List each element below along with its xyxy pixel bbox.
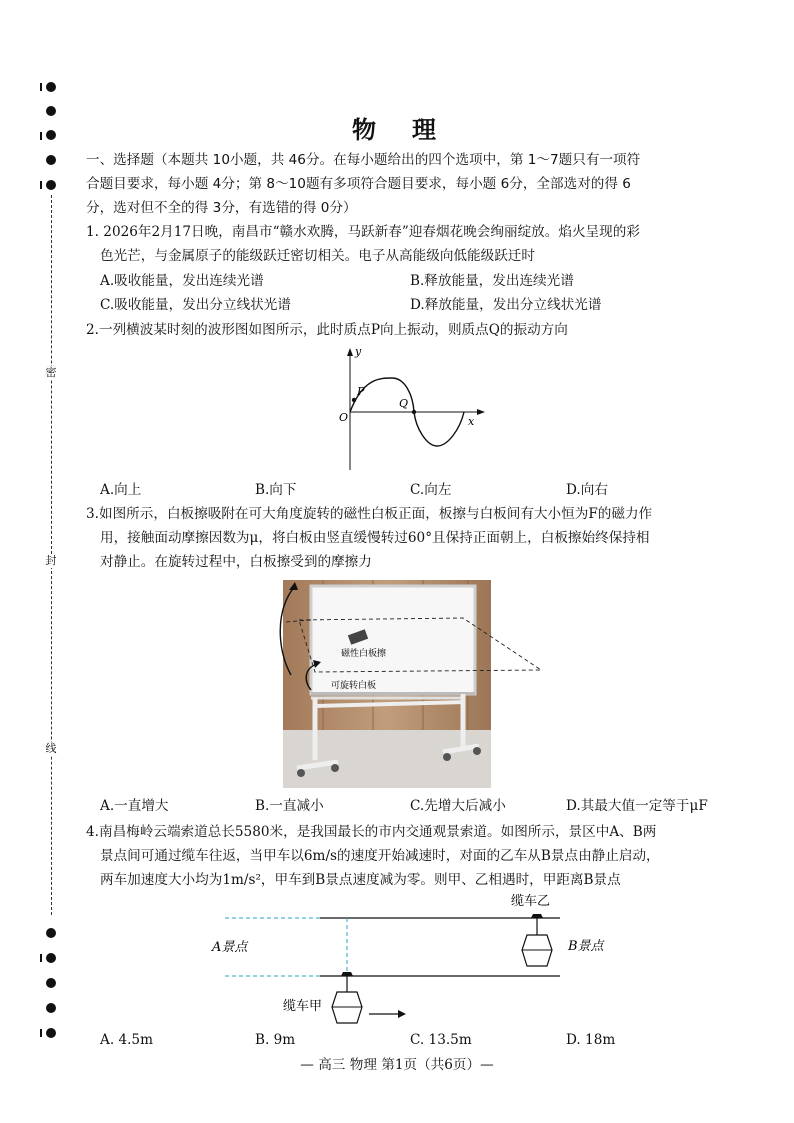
q1-option-d[interactable]: D.释放能量，发出分立线状光谱 (410, 297, 602, 313)
binding-hole (46, 180, 56, 190)
q4-option-c[interactable]: C. 13.5m (410, 1032, 472, 1048)
board-label: 可旋转白板 (331, 681, 377, 691)
y-axis-arrow (347, 348, 353, 356)
q4-cable-car-figure (212, 890, 625, 1030)
x-axis-arrow (477, 409, 485, 415)
binding-hole (46, 953, 56, 963)
binding-hole (46, 1003, 56, 1013)
point-a-label: A景点 (212, 940, 248, 955)
q3-option-d[interactable]: D.其最大值一定等于μF (566, 798, 708, 814)
q4-option-d[interactable]: D. 18m (566, 1032, 616, 1048)
q3-stem-line: 对静止。在旋转过程中，白板擦受到的摩擦力 (100, 554, 372, 570)
car-a-label: 缆车甲 (283, 999, 323, 1014)
page-footer: — 高三 物理 第1页（共6页）— (300, 1057, 494, 1073)
q1-stem-line: 1. 2026年2月17日晚，南昌市“赣水欢腾，马跃新春”迎春烟花晚会绚丽绽放。焰火呈现的彩 (86, 224, 640, 240)
section-line: 分，选对但不全的得 3分，有选错的得 0分） (86, 200, 357, 216)
q3-option-a[interactable]: A.一直增大 (100, 798, 169, 814)
q2-stem-line: 2.一列横波某时刻的波形图如图所示，此时质点P向上振动，则质点Q的振动方向 (86, 322, 568, 338)
q2-option-b[interactable]: B.向下 (255, 482, 297, 498)
q2-option-c[interactable]: C.向左 (410, 482, 452, 498)
binding-char-xian: 线 (45, 742, 57, 755)
q2-wave-figure (330, 345, 490, 475)
y-label: y (355, 345, 362, 358)
q3-whiteboard-photo (283, 580, 491, 788)
q4-option-b[interactable]: B. 9m (255, 1032, 296, 1048)
caster-wheel (473, 747, 481, 755)
q3-stem-line: 用，接触面动摩擦因数为μ，将白板由竖直缓慢转过60°且保持正面朝上，白板擦始终保持相 (100, 530, 650, 546)
point-b-label: B景点 (568, 939, 604, 954)
binding-hole (46, 1028, 56, 1038)
whiteboard (311, 586, 475, 694)
binding-char-feng: 封 (45, 554, 57, 567)
binding-tick (40, 1029, 42, 1037)
q4-stem-line: 两车加速度大小均为1m/s²，甲车到B景点速度减为零。则甲、乙相遇时，甲距离B景点 (100, 872, 621, 888)
q1-option-c[interactable]: C.吸收能量，发出分立线状光谱 (100, 297, 291, 313)
q1-option-a[interactable]: A.吸收能量，发出连续光谱 (100, 273, 264, 289)
binding-tick (40, 954, 42, 962)
caster-wheel (331, 764, 339, 772)
q3-stem-line: 3.如图所示，白板擦吸附在可大角度旋转的磁性白板正面，板擦与白板间有大小恒为F的磁力作 (86, 506, 653, 522)
q4-option-a[interactable]: A. 4.5m (100, 1032, 153, 1048)
q1-option-b[interactable]: B.释放能量，发出连续光谱 (410, 273, 574, 289)
car-a-arrow-head (398, 1010, 406, 1018)
marker-tray (311, 692, 475, 695)
q3-option-c[interactable]: C.先增大后减小 (410, 798, 506, 814)
binding-hole (46, 928, 56, 938)
origin-label: O (339, 411, 349, 424)
section-line: 一、选择题（本题共 10小题，共 46分。在每小题给出的四个选项中，第 1～7题只有一项符 (86, 152, 641, 168)
point-p (352, 398, 356, 402)
x-label: x (468, 415, 475, 428)
binding-hole (46, 155, 56, 165)
q3-option-b[interactable]: B.一直减小 (255, 798, 324, 814)
q-label: Q (399, 397, 409, 410)
binding-hole (46, 82, 56, 92)
car-b-hanger (531, 914, 543, 918)
section-line: 合题目要求，每小题 4分；第 8～10题有多项符合题目要求，每小题 6分，全部选对的得 6 (86, 176, 631, 192)
point-q (412, 410, 416, 414)
binding-hole (46, 978, 56, 988)
binding-char-mi: 密 (45, 366, 57, 379)
page-title: 物 理 (352, 116, 442, 144)
binding-tick (40, 83, 42, 91)
q2-option-a[interactable]: A.向上 (100, 482, 142, 498)
q1-stem-line: 色光芒，与金属原子的能级跃迁密切相关。电子从高能级向低能级跃迁时 (100, 248, 535, 264)
car-a-hanger (341, 972, 353, 976)
q4-stem-line: 景点间可通过缆车往返，当甲车以6m/s的速度开始减速时，对面的乙车从B景点由静止启动， (100, 848, 660, 864)
caster-wheel (443, 753, 451, 761)
binding-tick (40, 181, 42, 189)
p-label: P (357, 385, 365, 398)
q2-option-d[interactable]: D.向右 (566, 482, 608, 498)
car-b-label: 缆车乙 (511, 894, 551, 909)
eraser-label: 磁性白板擦 (341, 649, 387, 659)
q4-stem-line: 4.南昌梅岭云端索道总长5580米，是我国最长的市内交通观景索道。如图所示，景区中A、B两 (86, 824, 657, 840)
caster-wheel (297, 769, 305, 777)
